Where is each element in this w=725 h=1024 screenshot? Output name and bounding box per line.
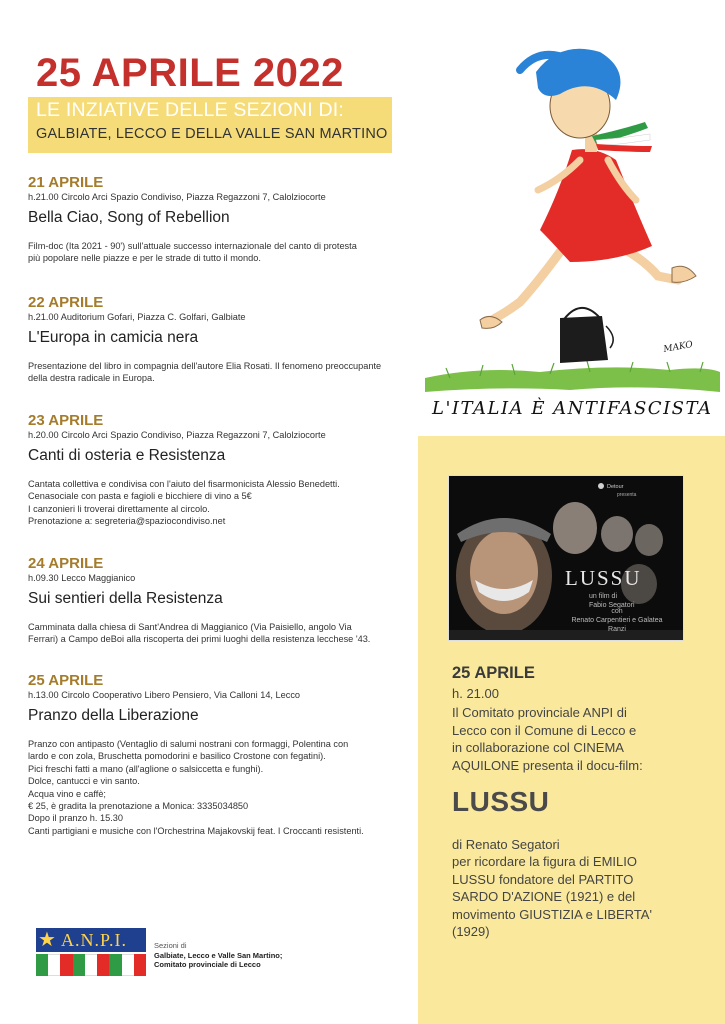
- subtitle-banner: [28, 97, 392, 153]
- featured-time: h. 21.00: [452, 686, 499, 701]
- event-date: 21 APRILE: [28, 174, 104, 191]
- sezioni-line-1: Galbiate, Lecco e Valle San Martino;: [154, 950, 283, 960]
- featured-date: 25 APRILE: [452, 664, 535, 682]
- anpi-logo-banner: [36, 928, 146, 952]
- poster-cast-line: con: [611, 608, 623, 615]
- event-24-aprile: [28, 555, 398, 646]
- featured-description-line: SARDO D'AZIONE (1921) e del: [452, 889, 636, 905]
- event-21-aprile: [28, 174, 398, 265]
- featured-description-line: (1929): [452, 924, 490, 940]
- event-location: h.20.00 Circolo Arci Spazio Condiviso, Piazza Regazzoni 7, Calolziocorte: [28, 430, 326, 440]
- anpi-logo-text: A.N.P.I.: [61, 930, 128, 950]
- event-location: h.09.30 Lecco Maggianico: [28, 573, 136, 583]
- poster-film-title: LUSSU: [565, 566, 642, 590]
- poster-credit-line: un film di: [589, 593, 618, 600]
- event-description: [28, 360, 398, 385]
- page-title: 25 APRILE 2022: [36, 51, 344, 95]
- event-location: h.13.00 Circolo Cooperativo Libero Pensiero, Via Calloni 14, Lecco: [28, 690, 301, 700]
- featured-description-line: di Renato Segatori: [452, 837, 560, 852]
- featured-description-line: LUSSU fondatore del PARTITO: [452, 871, 634, 887]
- event-description-line: Acqua vino e caffè;: [28, 788, 106, 799]
- sezioni-line-2: Comitato provinciale di Lecco: [154, 960, 261, 969]
- event-description-line: Pici freschi fatti a mano (all'aglione o salsiccetta e funghi).: [28, 763, 264, 774]
- poster-studio: Detour: [607, 484, 624, 490]
- event-description-line: Cenasociale con pasta e fagioli e bicchiere di vino a 5€: [28, 491, 252, 502]
- event-description-line: Presentazione del libro in compagnia dell'autore Elia Rosati. Il fenomeno preoccupante: [28, 361, 382, 371]
- featured-film-title: LUSSU: [452, 786, 550, 817]
- event-description-line: Canti partigiani e musiche con l'Orchestrina Majakovskij feat. I Croccanti resistenti.: [28, 825, 364, 836]
- event-title: L'Europa in camicia nera: [28, 329, 199, 346]
- featured-intro-line: Lecco con il Comune di Lecco e: [452, 722, 637, 738]
- event-description-line: Pranzo con antipasto (Ventaglio di salumi nostrani con formaggi, Polentina con: [28, 739, 349, 749]
- event-description-line: Ferrari) a Campo deBoi alla riscoperta dei primi luoghi della resistenza lecchese '43.: [28, 634, 371, 645]
- event-date: 23 APRILE: [28, 412, 104, 429]
- running-girl-illustration: [420, 0, 725, 435]
- event-description: [28, 738, 398, 837]
- subtitle-line-2: GALBIATE, LECCO E DELLA VALLE SAN MARTINO: [36, 126, 388, 142]
- lussu-film-poster: [448, 475, 684, 641]
- poster-credit-line: Fabio Segatori: [589, 602, 635, 609]
- event-title: Bella Ciao, Song of Rebellion: [28, 209, 230, 226]
- event-description-line: lardo e con zola, Bruschetta pomodorini e basilico Crostone con fegatini).: [28, 751, 326, 762]
- event-title: Pranzo della Liberazione: [28, 707, 199, 724]
- event-description-line: Cantata collettiva e condivisa con l'aiuto del fisarmonicista Alessio Benedetti.: [28, 479, 340, 489]
- featured-description: [452, 836, 684, 940]
- event-date: 24 APRILE: [28, 555, 104, 572]
- event-description-line: più popolare nelle piazze e per le strade di tutto il mondo.: [28, 253, 261, 264]
- illustration-caption: L'ITALIA È ANTIFASCISTA: [432, 398, 713, 419]
- event-description-line: I canzonieri li troverai direttamente al circolo.: [28, 503, 210, 514]
- subtitle-line-1: LE INZIATIVE DELLE SEZIONI DI:: [36, 99, 344, 121]
- event-description: [28, 240, 398, 265]
- featured-intro-line: AQUILONE presenta il docu-film:: [452, 757, 643, 773]
- event-date: 25 APRILE: [28, 672, 104, 689]
- event-description-line: € 25, è gradita la prenotazione a Monica: 3335034850: [28, 801, 249, 812]
- event-title: Canti di osteria e Resistenza: [28, 447, 226, 464]
- featured-intro-line: in collaborazione col CINEMA: [452, 740, 624, 756]
- anpi-logo: [36, 928, 146, 976]
- event-description-line: Film-doc (Ita 2021 - 90') sull'attuale successo internazionale del canto di protesta: [28, 241, 357, 251]
- sezioni-label: Sezioni di: [154, 941, 187, 950]
- footer-sezioni: [154, 941, 282, 970]
- event-25-aprile: [28, 672, 398, 837]
- featured-intro-line: Il Comitato provinciale ANPI di: [452, 705, 627, 720]
- featured-intro: [452, 704, 682, 774]
- event-date: 22 APRILE: [28, 294, 104, 311]
- event-23-aprile: [28, 412, 398, 528]
- event-description-line: Dolce, cantucci e vin santo.: [28, 776, 140, 787]
- event-description-line: Camminata dalla chiesa di Sant'Andrea di Maggianico (Via Paisiello, angolo Via: [28, 622, 352, 632]
- event-description-line: Prenotazione a: segreteria@spaziocondiviso.net: [28, 516, 226, 527]
- italian-flag-icon: [36, 954, 146, 976]
- featured-description-line: per ricordare la figura di EMILIO: [452, 854, 637, 870]
- poster-presents: presenta: [617, 492, 637, 498]
- star-icon: ★: [38, 929, 56, 951]
- event-description: [28, 478, 398, 528]
- event-location: h.21.00 Circolo Arci Spazio Condiviso, Piazza Regazzoni 7, Calolziocorte: [28, 192, 326, 202]
- event-description: [28, 621, 398, 646]
- poster-cast: [567, 607, 667, 634]
- event-location: h.21.00 Auditorium Gofari, Piazza C. Golfari, Galbiate: [28, 312, 246, 322]
- artist-signature: MAKO: [662, 339, 694, 355]
- event-description-line: della destra radicale in Europa.: [28, 373, 155, 384]
- featured-description-line: movimento GIUSTIZIA e LIBERTA': [452, 906, 652, 922]
- event-title: Sui sentieri della Resistenza: [28, 590, 223, 607]
- event-22-aprile: [28, 294, 398, 385]
- event-description-line: Dopo il pranzo h. 15.30: [28, 813, 124, 824]
- poster-cast-line: Renato Carpentieri e Galatea Ranzi: [571, 617, 663, 633]
